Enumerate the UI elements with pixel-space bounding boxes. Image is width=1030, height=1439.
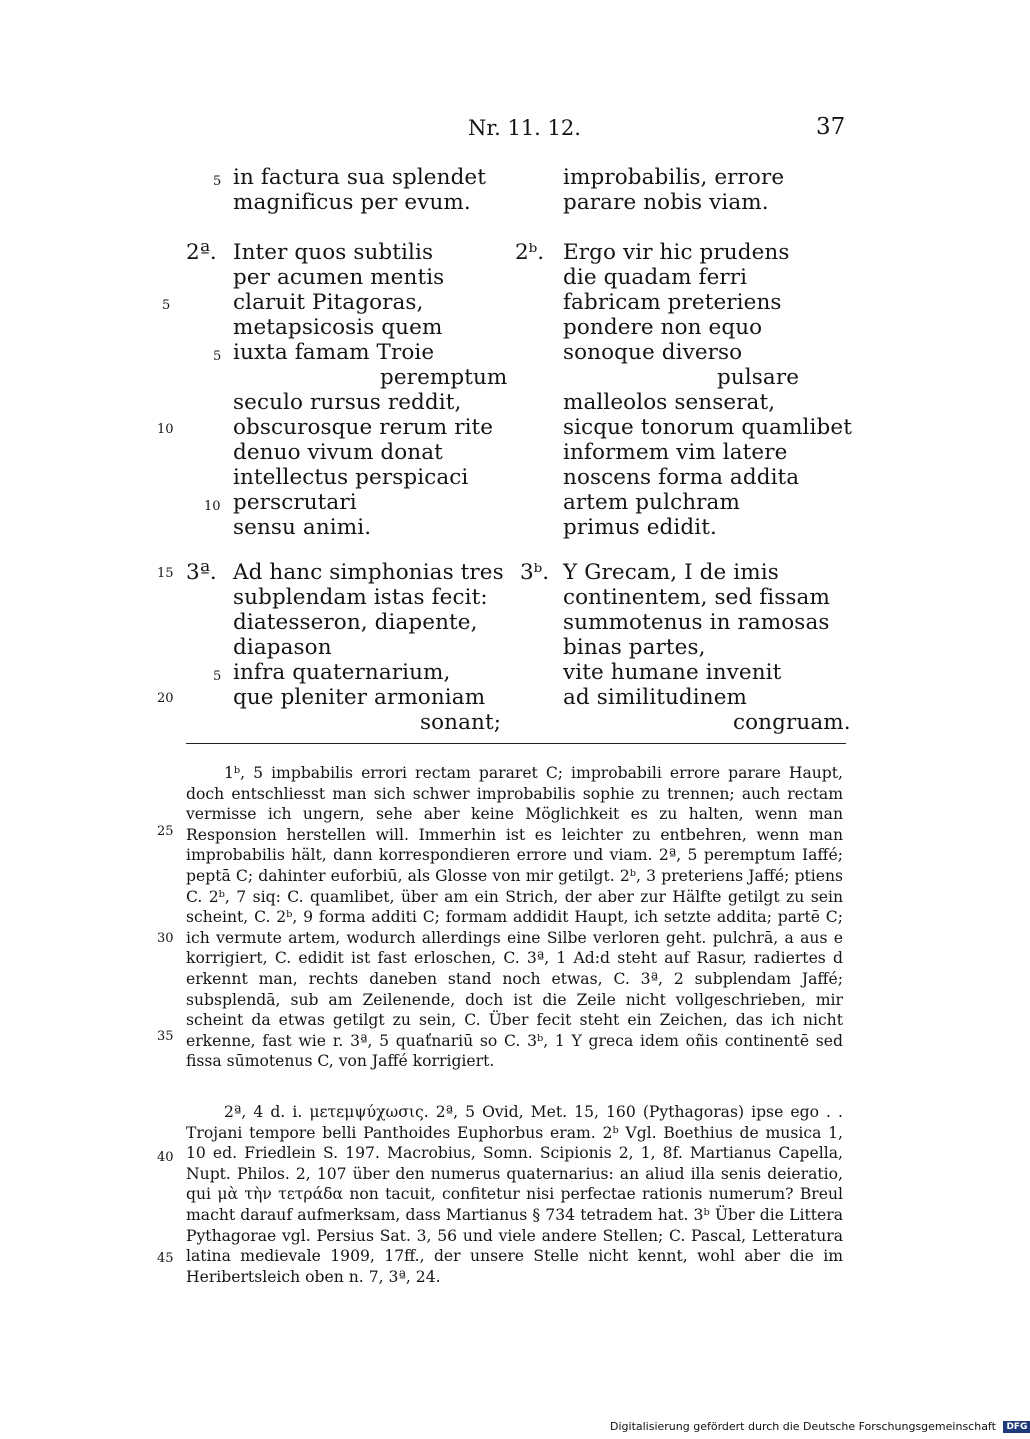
verse-line: parare nobis viam. — [563, 190, 769, 215]
inner-line-number: 5 — [213, 349, 222, 364]
margin-line-number: 20 — [157, 691, 174, 706]
verse-line: iuxta famam Troie — [233, 340, 435, 365]
dfg-logo: DFG — [1003, 1421, 1030, 1433]
verse-line: binas partes, — [563, 635, 706, 660]
verse-line: sonoque diverso — [563, 340, 743, 365]
verse-line: in factura sua splendet — [233, 165, 486, 190]
page-number: 37 — [816, 114, 846, 140]
verse-line: vite humane invenit — [563, 660, 782, 685]
verse-line: claruit Pitagoras, — [233, 290, 424, 315]
verse-line: que pleniter armoniam — [233, 685, 486, 710]
commentary-paragraph: 2ª, 4 d. i. μετεμψύχωσις. 2ª, 5 Ovid, Met. 15, 160 (Pythagoras) ipse ego . . Trojani tempore belli Panthoides Euphorbus eram. 2ᵇ Vgl. Boethius de musica 1, 10 ed. Friedlein S. 197. Macrobius, Somn. Scipionis 2, 1, 8f. Martianus Capella, Nupt. Philos. 2, 107 über den numerus quaternarius: an aliud illa senis deieratio, qui μὰ τὴν τετράδα non tacuit, confitetur nisi perfectae rationis numerum? Breul macht darauf aufmerksam, dass Martianus § 734 tetradem hat. 3ᵇ Über die Littera Pythagorae vgl. Persius Sat. 3, 56 und viele andere Stellen; C. Pascal, Letteratura latina medievale 1909, 17ff., der unsere Stelle nicht kennt, wohl aber die im Heribertsleich oben n. 7, 3ª, 24. — [186, 1103, 843, 1286]
verse-line: Ad hanc simphonias tres — [233, 560, 504, 585]
margin-line-number: 40 — [157, 1150, 174, 1165]
footer-text: Digitalisierung gefördert durch die Deutsche Forschungsgemeinschaft — [610, 1420, 996, 1433]
verse-line: improbabilis, errore — [563, 165, 785, 190]
verse-line: pulsare — [717, 365, 800, 390]
verse-line: Y Grecam, I de imis — [563, 560, 779, 585]
stanza-label: 3ᵇ. — [520, 560, 550, 585]
inner-line-number: 10 — [204, 499, 221, 514]
verse-line: congruam. — [733, 710, 851, 735]
inner-line-number: 5 — [213, 174, 222, 189]
verse-line: perscrutari — [233, 490, 357, 515]
verse-line: summotenus in ramosas — [563, 610, 830, 635]
inner-line-number: 5 — [213, 669, 222, 684]
verse-line: intellectus perspicaci — [233, 465, 469, 490]
funding-footer — [610, 1420, 1030, 1433]
apparatus-paragraph: 1ᵇ, 5 impbabilis errori rectam pararet C; improbabili errore parare Haupt, doch entschliesst man sich schwer improbabilis sophie zu trennen; auch rectam vermisse ich ungern, sehe aber keine Möglichkeit es zu halten, wenn man Responsion herstellen will. Immerhin ist es leichter zu entbehren, wenn man improbabilis hält, dann korrespondieren errore und viam. 2ª, 5 peremptum Iaffé; peptā C; dahinter euforbiū, als Glosse von mir getilgt. 2ᵇ, 3 preteriens Jaffé; ptiens C. 2ᵇ, 7 siq: C. quamlibet, über am ein Strich, der aber zur Hälfte getilgt zu sein scheint, C. 2ᵇ, 9 forma additi C; formam addidit Haupt, ich setzte addita; partē C; ich vermute artem, wodurch allerdings eine Silbe verloren geht. pulchrā, a aus e korrigiert, C. edidit ist fast erloschen, C. 3ª, 1 Ad:d steht auf Rasur, radiertes d erkennt man, rechts daneben stand noch etwas, C. 3ª, 2 subplendam Jaffé; subsplendā, sub am Zeilenende, doch ist die Zeile nicht vollgeschrieben, mir scheint da etwas getilgt zu sein, C. Über fecit steht ein Zeichen, das ich nicht erkenne, fast wie r. 3ª, 5 quaťnariū so C. 3ᵇ, 1 Y greca idem oñis continentē sed fissa sūmotenus C, von Jaffé korrigiert. — [186, 764, 843, 1071]
verse-line: ad similitudinem — [563, 685, 748, 710]
verse-line: peremptum — [380, 365, 508, 390]
margin-line-number: 15 — [157, 566, 174, 581]
verse-line: fabricam preteriens — [563, 290, 782, 315]
verse-line: Ergo vir hic prudens — [563, 240, 790, 265]
stanza-label: 2ª. — [186, 240, 217, 265]
margin-line-number: 45 — [157, 1251, 174, 1266]
verse-line: metapsicosis quem — [233, 315, 443, 340]
verse-line: sensu animi. — [233, 515, 372, 540]
margin-line-number: 25 — [157, 824, 174, 839]
verse-line: continentem, sed fissam — [563, 585, 830, 610]
verse-line: artem pulchram — [563, 490, 740, 515]
verse-line: Inter quos subtilis — [233, 240, 434, 265]
apparatus-criticus — [186, 763, 843, 1072]
verse-line: die quadam ferri — [563, 265, 748, 290]
verse-line: diatesseron, diapente, — [233, 610, 478, 635]
verse-line: sonant; — [420, 710, 502, 735]
verse-line: magnificus per evum. — [233, 190, 471, 215]
verse-line: obscurosque rerum rite — [233, 415, 494, 440]
margin-line-number: 35 — [157, 1029, 174, 1044]
stanza-label: 3ª. — [186, 560, 217, 585]
footnote-rule — [186, 743, 846, 744]
verse-line: per acumen mentis — [233, 265, 445, 290]
verse-line: informem vim latere — [563, 440, 788, 465]
verse-line: primus edidit. — [563, 515, 717, 540]
commentary — [186, 1102, 843, 1287]
verse-line: sicque tonorum quamlibet — [563, 415, 852, 440]
verse-line: seculo rursus reddit, — [233, 390, 462, 415]
verse-line: diapason — [233, 635, 332, 660]
stanza-label: 2ᵇ. — [515, 240, 545, 265]
verse-line: denuo vivum donat — [233, 440, 443, 465]
margin-line-number: 5 — [162, 298, 171, 313]
verse-line: infra quaternarium, — [233, 660, 451, 685]
margin-line-number: 10 — [157, 422, 174, 437]
running-title: Nr. 11. 12. — [468, 116, 581, 140]
verse-line: malleolos senserat, — [563, 390, 776, 415]
margin-line-number: 30 — [157, 931, 174, 946]
verse-line: noscens forma addita — [563, 465, 800, 490]
verse-line: subplendam istas fecit: — [233, 585, 488, 610]
verse-line: pondere non equo — [563, 315, 763, 340]
